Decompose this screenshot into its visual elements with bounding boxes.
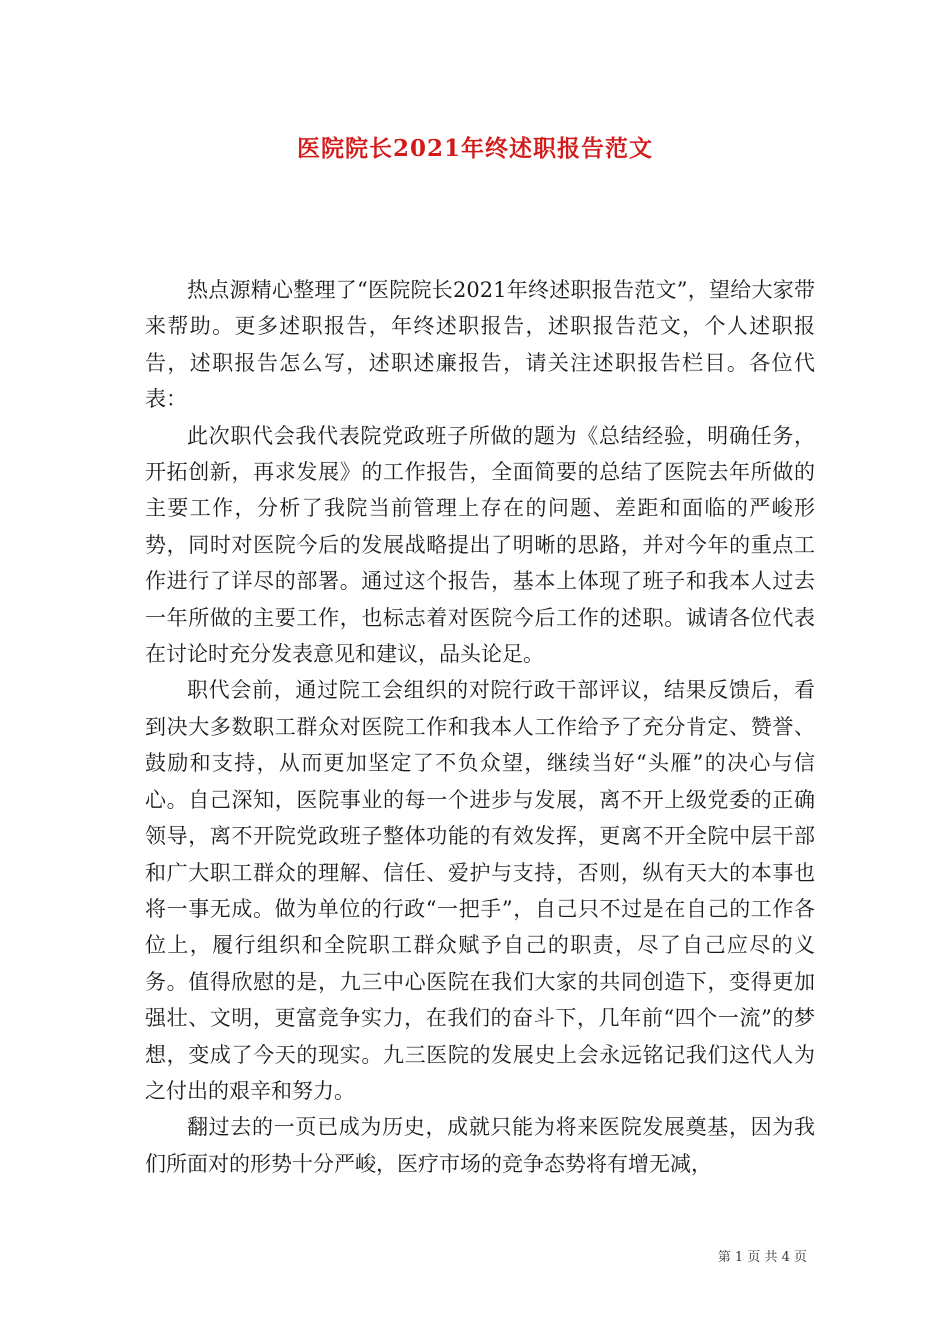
paragraph-outlook: 翻过去的一页已成为历史，成就只能为将来医院发展奠基，因为我们所面对的形势十分严峻，医疗市场的竞争态势将有增无减， bbox=[145, 1115, 815, 1176]
paragraph-report-summary: 此次职代会我代表院党政班子所做的题为《总结经验，明确任务，开拓创新，再求发展》的工作报告，全面简要的总结了医院去年所做的主要工作，分析了我院当前管理上存在的问题、差距和面临的严峻形势，同时对医院今后的发展战略提出了明晰的思路，并对今年的重点工作进行了详尽的部署。通过这个报告，基本上体现了班子和我本人过去一年所做的主要工作，也标志着对医院今后工作的述职。诚请各位代表在讨论时充分发表意见和建议，品头论足。 bbox=[145, 423, 815, 667]
paragraph-evaluation: 职代会前，通过院工会组织的对院行政干部评议，结果反馈后，看到决大多数职工群众对医院工作和我本人工作给予了充分肯定、赞誉、鼓励和支持，从而更加坚定了不负众望，继续当好“头雁”的决心与信心。自己深知，医院事业的每一个进步与发展，离不开上级党委的正确领导，离不开院党政班子整体功能的有效发挥，更离不开全院中层干部和广大职工群众的理解、信任、爱护与支持，否则，纵有天大的本事也将一事无成。做为单位的行政“一把手”，自己只不过是在自己的工作各位上，履行组织和全院职工群众赋予自己的职责，尽了自己应尽的义务。值得欣慰的是，九三中心医院在我们大家的共同创造下，变得更加强壮、文明，更富竞争实力，在我们的奋斗下，几年前“四个一流”的梦想，变成了今天的现实。九三医院的发展史上会永远铭记我们这代人为之付出的艰辛和努力。 bbox=[145, 678, 815, 1103]
document-title: 医院院长2021年终述职报告范文 bbox=[296, 135, 653, 162]
paragraph-intro: 热点源精心整理了“医院院长2021年终述职报告范文”，望给大家带来帮助。更多述职报告，年终述职报告，述职报告范文，个人述职报告，述职报告怎么写，述职述廉报告，请关注述职报告栏目。各位代表： bbox=[145, 278, 815, 412]
page-number: 第 1 页 共 4 页 bbox=[717, 1250, 807, 1265]
document-body bbox=[145, 272, 815, 1182]
